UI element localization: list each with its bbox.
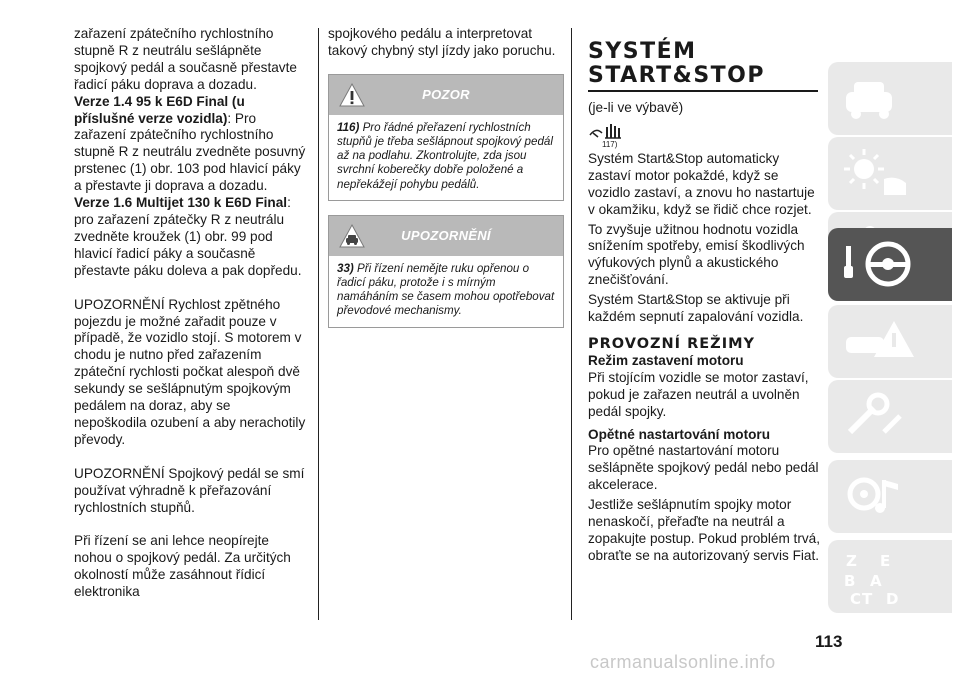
- caution-body: Při řízení nemějte ruku opřenou o řadicí páku, protože i s mírným namáháním se časem mohou opotřebovat převodové mechanismy.: [337, 261, 555, 318]
- caution-number: 33): [337, 261, 354, 275]
- svg-text:D: D: [886, 590, 899, 608]
- navigation-media-icon: [840, 468, 910, 524]
- key-steering-wheel-icon: [840, 236, 920, 294]
- start-stop-hand-icon: [588, 121, 628, 141]
- caution-header: [329, 216, 563, 256]
- nav-tile-emergency[interactable]: [828, 305, 952, 378]
- version-label: Verze 1.6 Multijet 130 k E6D Final: [74, 195, 288, 211]
- warning-text: [329, 115, 563, 200]
- svg-text:E: E: [880, 552, 891, 570]
- column-3: [588, 26, 820, 565]
- paragraph: [74, 94, 306, 195]
- paragraph: Pro opětné nastartování motoru sešlápněte spojkový pedál nebo pedál akcelerace.: [588, 443, 819, 493]
- paragraph: Jestliže sešlápnutím spojky motor nenaskočí, přeřaďte na neutrál a zopakujte postup. Pokud problém trvá, obraťte se na autorizovaný servis Fiat.: [588, 497, 820, 563]
- section-title: [588, 40, 820, 88]
- warning-title: POZOR: [422, 86, 470, 102]
- paragraph: spojkového pedálu a interpretovat takový chybný styl jízdy jako poruchu.: [328, 26, 556, 58]
- reference-row: [588, 121, 820, 149]
- alphabet-index-icon: [840, 548, 920, 608]
- notice-paragraph: UPOZORNĚNÍ Spojkový pedál se smí používat výhradně k přeřazování rychlostních stupňů.: [74, 465, 305, 515]
- paragraph: Systém Start&Stop automaticky zastaví motor pokaždé, když se vozidlo zastaví, a znovu ho nastartuje v okamžiku, když se řidič chce rozjet.: [588, 150, 815, 217]
- sun-lights-icon: [840, 145, 910, 201]
- warning-car-icon: [840, 313, 920, 369]
- paragraph-text: : Pro zařazení zpátečního rychlostního stupně R z neutrálu zvedněte posuvný prstenec (1) obr. 103 pod hlavicí páky a přestavte ji doprava a dozadu.: [74, 110, 306, 194]
- page-number: 113: [815, 632, 843, 651]
- caution-title: UPOZORNĚNÍ: [401, 227, 491, 243]
- svg-text:T: T: [862, 590, 873, 608]
- notice-paragraph: UPOZORNĚNÍ Rychlost zpětného pojezdu je možné zařadit pouze v případě, že vozidlo stojí. S motorem v chodu je nutno před zařazením zpáteční rychlosti počkat alespoň dvě sekundy se sešlápnutým spojkovým pedálem na doraz, aby se nepoškodila ozubení a aby nerachotily převody.: [74, 296, 306, 447]
- nav-tile-starting-driving[interactable]: [828, 228, 952, 301]
- nav-tile-lights[interactable]: [828, 137, 952, 210]
- section-title-line: SYSTÉM: [588, 39, 697, 64]
- svg-text:A: A: [870, 572, 882, 590]
- nav-tile-index[interactable]: [828, 540, 952, 613]
- svg-text:B: B: [844, 572, 856, 590]
- subheading: Režim zastavení motoru: [588, 352, 744, 368]
- svg-text:Z: Z: [846, 552, 857, 570]
- version-label: Verze 1.4 95 k E6D Final (u příslušné verze vozidla): [74, 93, 245, 126]
- warning-header: [329, 75, 563, 115]
- paragraph: To zvyšuje užitnou hodnotu vozidla snížením spotřeby, emisí škodlivých výfukových plynů a akustického znečišťování.: [588, 221, 805, 288]
- nav-tile-dashboard[interactable]: [828, 62, 952, 135]
- paragraph: Systém Start&Stop se aktivuje při každém sepnutí zapalování vozidla.: [588, 292, 804, 325]
- reference-number: 117): [602, 139, 618, 149]
- column-divider: [571, 28, 572, 620]
- paragraph: Při řízení se ani lehce neopírejte nohou o spojkový pedál. Za určitých okolností může zasáhnout řídicí elektronika: [74, 533, 291, 600]
- warning-box: [328, 74, 564, 201]
- caution-box: [328, 215, 564, 328]
- title-underline: [588, 90, 818, 92]
- car-dashboard-icon: [840, 70, 900, 126]
- availability-note: (je-li ve výbavě): [588, 100, 684, 115]
- section-title-line: START&STOP: [588, 63, 765, 88]
- subheading: Opětné nastartování motoru: [588, 426, 771, 442]
- tools-service-icon: [840, 388, 910, 444]
- column-1: [74, 26, 306, 601]
- nav-tile-maintenance[interactable]: [828, 380, 952, 453]
- caution-text: [329, 256, 563, 327]
- paragraph: Při stojícím vozidle se motor zastaví, pokud je zařazen neutrál a uvolněn pedál spojky.: [588, 369, 809, 419]
- svg-text:C: C: [850, 590, 862, 608]
- paragraph: zařazení zpátečního rychlostního stupně R z neutrálu sešlápněte spojkový pedál a současně přestavte řadicí páku doprava a dozadu.: [74, 26, 297, 92]
- paragraph-text: : pro zařazení zpátečky R z neutrálu zvedněte kroužek (1) obr. 99 pod hlavicí řadicí páky a současně přestavte páku doleva a pak dopředu.: [74, 195, 302, 278]
- watermark: carmanualsonline.info: [590, 652, 776, 672]
- nav-tile-multimedia[interactable]: [828, 460, 952, 533]
- paragraph: [74, 195, 306, 280]
- column-2: [328, 26, 564, 328]
- subsection-title: PROVOZNÍ REŽIMY: [588, 335, 756, 352]
- warning-body: Pro řádné přeřazení rychlostních stupňů je třeba sešlápnout spojkový pedál až na podlahu. Zkontrolujte, zda jsou svrchní koberečky dobře položené a nepřekážejí pohybu pedálů.: [337, 120, 553, 191]
- warning-number: 116): [337, 120, 360, 134]
- column-divider: [318, 28, 319, 620]
